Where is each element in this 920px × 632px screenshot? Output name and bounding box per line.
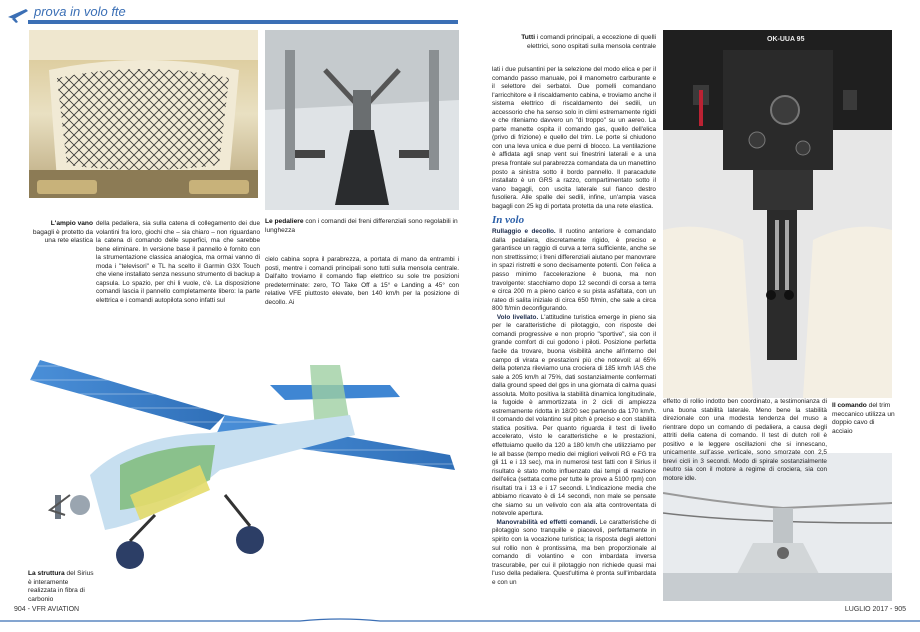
caption-trim	[832, 402, 896, 436]
caption-console-text: i comandi principali, a eccezione di quelli elettrici, sono ospitati sulla mensola centrale	[526, 34, 656, 50]
structure-render	[10, 345, 462, 603]
caption-pedals-lead: Le pedaliere	[265, 218, 304, 225]
article-col-2	[265, 256, 459, 307]
footer-rule	[0, 614, 920, 624]
header-rule	[28, 20, 458, 24]
caption-structure	[28, 570, 98, 604]
section-title: prova in volo fte	[34, 4, 126, 19]
article-col-2-text: cielo cabina sopra il parabrezza, a portata di mano da entrambi i posti, mentre i comandi principali sono tutti sulla mensola centrale. Dall'alto troviamo il comando flap elettrico su sole tre posizioni predeterminate: zero, TO Take Off a 15° e Landing a 45° con relative VFE piuttosto elevate, ben 140 km/h per la posizione di decollo. Ai	[265, 256, 459, 306]
article-col-4-text: effetto di rollio indotto ben coordinato, a testimonianza di una buona stabilità laterale. Meno bene la stabilità direzionale con una modesta tendenza del muso a rientrare dopo un comando di pedaliera, a causa degli attriti della catena di comando. Il test di dutch roll è positivo e le leggere oscillazioni che si innescano, unicamente sull'asse verticale, sono smorzate con 2,5 brevi cicli in 3 secondi. Modo di spirale sostanzialmente neutro sia con il motore a regime di crociera, sia con motore idle.	[663, 398, 827, 482]
article-col-3a-text: lati i due pulsantini per la selezione del modo elica e per il comando passo manuale, poi il manometro carburante e il selettore dei serbatoi. Due pomelli comandano l'arricchitore e il riscaldamento cabina, e troviamo anche il sistema elettrico di riscaldamento dei sedili, un accessorio che ha senso solo in climi estremamente rigidi e che riteniamo davvero un "di troppo" su un aereo. La parte manette ospita il comando gas, quello dell'elica (privo di frizione) e quello del trim. Le porte si chiudono con una leva unica e due perni di blocco. La ventilazione è affidata agli snap vent sui finestrini laterali e a una presa frontale sul parabrezza comandata da un manettino posto a sinistra sotto il bordo pannello. Il paracadute installato è un GRS a razzo, compartimentato sotto il vano bagagli, con uscita laterale sul fianco destro fusoliera. Alle spalle dei sedili, infine, un'ampia vasca bagagli con 25 kg di portata protetta da una rete elastica.	[492, 66, 656, 210]
caption-console	[500, 34, 656, 51]
caption-trim-text: del trim meccanico utilizza un doppio cavo di acciaio	[832, 402, 895, 435]
paragraph-rullaggio	[492, 228, 656, 313]
lead-manovrabilita: Manovrabilità ed effetti comandi.	[496, 518, 598, 526]
text-manovrabilita: Le caratteristiche di pilotaggio sono tranquille e piacevoli, perfettamente in spirito con la vocazione turistica; la risposta degli alettoni sul rollio non è prontissima, ma ben proporzionale al comando di volantino e con imbardata inversa trascurabile, per cui il pilotaggio non richiede quasi mai l'uso della pedaliera. Quest'ultima è pronta sull'imbardata e con un	[492, 518, 657, 586]
caption-luggage-text: bagagli è protetto da una rete elastica	[32, 228, 93, 245]
caption-luggage-lead: L'ampio vano	[50, 220, 93, 227]
article-col-3	[492, 66, 656, 587]
caption-pedals-text: con i comandi dei freni differenziali sono regolabili in lunghezza	[265, 218, 458, 234]
caption-structure-lead: La struttura	[28, 570, 65, 577]
text-rullaggio: Il ruotino anteriore è comandato dalla pedaliera, discretamente rigido, è preciso e garantisce un raggio di curva a terra sufficiente, anche se non strettissimo; i freni differenziali aiutano per manovrare in spazi ristretti e sono decisamente potenti. Con l'elica a passo minimo l'accelerazione è buona, ma non travolgente: stacchiamo dopo 12 secondi di corsa a terra e circa 200 m a pieno carico e su pista asfaltata, con un rateo di salita iniziale di circa 650 ft/min, che sale a circa 800 ft/min deconfigurando.	[492, 228, 656, 313]
caption-luggage	[29, 220, 93, 246]
console-photo	[663, 30, 892, 398]
lead-volo: Volo livellato.	[496, 313, 539, 321]
luggage-photo	[29, 30, 258, 198]
lead-rullaggio: Rullaggio e decollo.	[492, 228, 556, 236]
caption-pedals	[265, 218, 459, 235]
caption-structure-text: del Sirius è interamente realizzata in fibra di carbonio	[28, 570, 94, 603]
footer-right: LUGLIO 2017 - 905	[844, 606, 906, 613]
article-col-4	[663, 398, 827, 483]
paragraph-manovrabilita	[492, 519, 656, 587]
header-bar	[0, 0, 920, 28]
footer-left: 904 - VFR AVIATION	[14, 606, 80, 613]
article-col-1-text: della pedaliera, sia sulla catena di collegamento dei due volantini fra loro, giochi che – sia chiaro – non riguardano la catena di comando delle superfici, ma che sarebbe bene eliminare. In versione base il pannello è fornito con la strumentazione classica analogica, ma ormai vanno di moda i "televisori" e TL ha scelto il Garmin G3X Touch che viene installato senza nessuno strumento di backup a capsula. Lo spazio, per chi li vuole, c'è. La disposizione comandi lascia il pannello completamente libero: la parte elettrica e i comandi autopilota sono infatti sul	[96, 220, 260, 304]
article-col-1	[96, 220, 260, 305]
panel-registration: OK-UUA 95	[767, 36, 805, 43]
caption-console-lead: Tutti	[521, 34, 536, 41]
paragraph-volo	[492, 314, 656, 519]
section-heading-in-volo: In volo	[492, 214, 525, 227]
text-volo: L'attitudine turistica emerge in pieno sia per le caratteristiche di pilotaggio, con risposte dei comandi progressive e non proprio "sportive", sia con il grande comfort di cui godono i piloti. Posizione perfetta facile da trovare, buona visibilità anche all'interno del campo di virata e prestazioni più che notevoli: al 65% della potenza rileviamo una crociera di 185 km/h IAS che sale a 205 km/h al 75%, dati sostanzialmente confermati dalla ground speed del gps in una giornata di calma quasi assoluta. Molto positiva la stabilità dinamica longitudinale, la fugoide è ammortizzata in 2 cicli di ampiezza estremamente ridotta in 18/20 sec partendo da 170 km/h. Il comando del volantino sul pitch è preciso e con stabilità statica positiva. Per quanto riguarda il test di livello accelerato, visto le caratteristiche e le prestazioni, effettuiamo quello da 120 a 180 km/h che utilizziamo per le all basse (tempo medio dei migliori velivoli RG e FG tra gli 11 e i 13 sec), ma in numerosi test fatti con il Sirius il risultato è stato molto influenzato dai tempi di reazione dell'elica (settata come per tutte le prove a 5100 rpm) con risultati tra i 13 e i 17 secondi. L'indicazione media che abbiamo ricavato è di 14 secondi, non male se pensate che siamo su un velivolo con ala alta controventata di notevole apertura.	[492, 313, 656, 518]
pedals-photo	[265, 30, 459, 210]
caption-trim-lead: Il comando	[832, 402, 867, 409]
airplane-logo-icon	[6, 3, 30, 25]
